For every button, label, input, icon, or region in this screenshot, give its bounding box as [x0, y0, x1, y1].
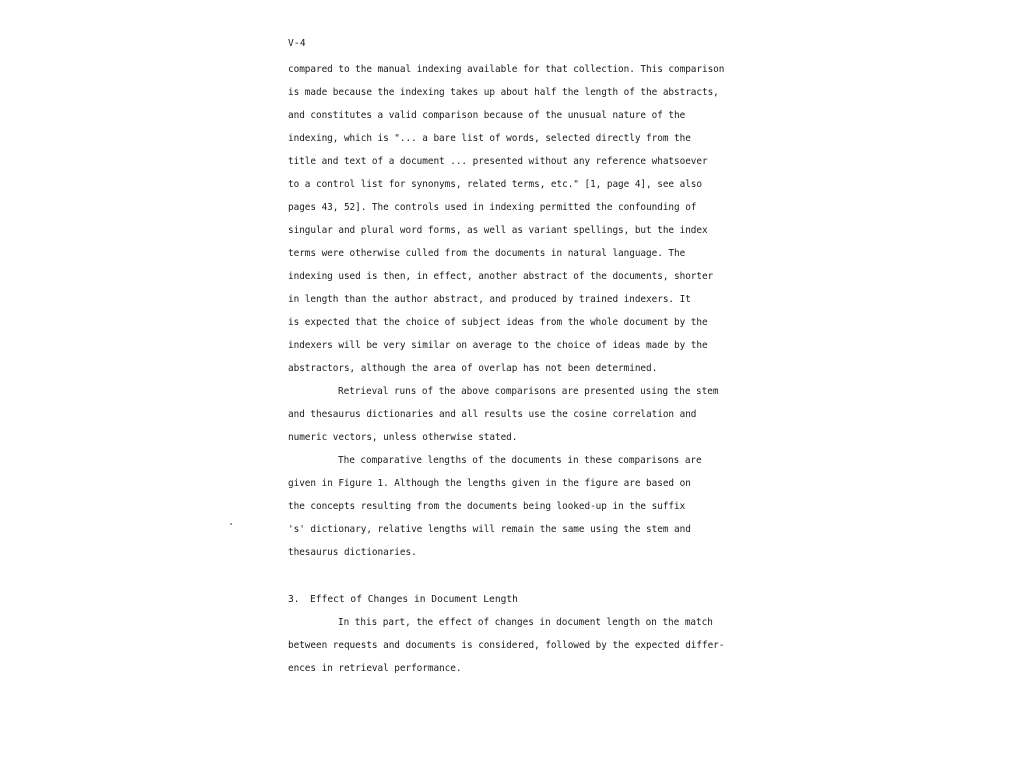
paragraph-2-line: numeric vectors, unless otherwise stated. — [288, 432, 518, 443]
paragraph-1-line: compared to the manual indexing available for that collection. This comparison — [288, 64, 725, 75]
paragraph-2-line: and thesaurus dictionaries and all results use the cosine correlation and — [288, 409, 697, 420]
paragraph-1-line: singular and plural word forms, as well as variant spellings, but the index — [288, 225, 708, 236]
paragraph-1-line: pages 43, 52]. The controls used in indexing permitted the confounding of — [288, 202, 697, 213]
paragraph-4-line: between requests and documents is considered, followed by the expected differ- — [288, 640, 725, 651]
paragraph-1-line: abstractors, although the area of overlap has not been determined. — [288, 363, 658, 374]
paragraph-1-line: and constitutes a valid comparison because of the unusual nature of the — [288, 110, 686, 121]
paragraph-1-line: title and text of a document ... presented without any reference whatsoever — [288, 156, 708, 167]
section-number: 3. — [288, 594, 300, 605]
paragraph-3-line: The comparative lengths of the documents in these comparisons are — [338, 455, 702, 466]
paragraph-3-line: 's' dictionary, relative lengths will remain the same using the stem and — [288, 524, 691, 535]
page-number: V-4 — [288, 38, 306, 49]
paragraph-3-line: given in Figure 1. Although the lengths given in the figure are based on — [288, 478, 691, 489]
paragraph-1-line: in length than the author abstract, and produced by trained indexers. It — [288, 294, 691, 305]
scan-speck — [230, 523, 232, 525]
paragraph-1-line: indexing used is then, in effect, another abstract of the documents, shorter — [288, 271, 714, 282]
paragraph-1-line: indexing, which is "... a bare list of words, selected directly from the — [288, 133, 691, 144]
paragraph-1-line: to a control list for synonyms, related terms, etc." [1, page 4], see also — [288, 179, 702, 190]
paragraph-1-line: indexers will be very similar on average to the choice of ideas made by the — [288, 340, 708, 351]
paragraph-1-line: terms were otherwise culled from the documents in natural language. The — [288, 248, 686, 259]
paragraph-4-line: ences in retrieval performance. — [288, 663, 462, 674]
paragraph-4-line: In this part, the effect of changes in document length on the match — [338, 617, 713, 628]
paragraph-1-line: is expected that the choice of subject ideas from the whole document by the — [288, 317, 708, 328]
paragraph-2-line: Retrieval runs of the above comparisons are presented using the stem — [338, 386, 719, 397]
paragraph-3-line: the concepts resulting from the documents being looked-up in the suffix — [288, 501, 686, 512]
section-heading: Effect of Changes in Document Length — [310, 594, 518, 605]
paragraph-3-line: thesaurus dictionaries. — [288, 547, 417, 558]
paragraph-1-line: is made because the indexing takes up about half the length of the abstracts, — [288, 87, 719, 98]
